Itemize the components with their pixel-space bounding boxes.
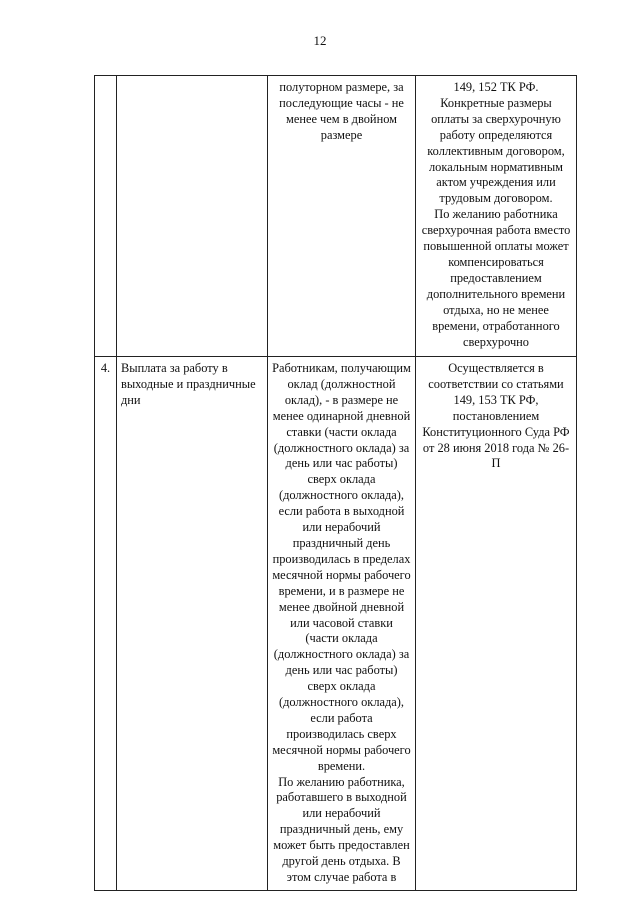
basis-paragraph: Конкретные размеры оплаты за сверхурочную работу определяются коллективным договором, локальным нормативным актом учреждения или трудовым договором. bbox=[427, 95, 565, 206]
payment-rule-cell bbox=[268, 357, 416, 891]
legal-basis-cell bbox=[416, 76, 577, 357]
rule-paragraph: Работникам, получающим оклад (должностной оклад), - в размере не менее одинарной дневной ставки (части оклада (должностного оклада) за день или час работы) сверх оклада (должностного оклада), если работа в выходной или нерабочий праздничный день производилась в пределах месячной нормы рабочего времени, и в размере не менее двойной дневной или часовой ставки (части оклада (должностного оклада) за день или час работы) сверх оклада (должностного оклада), если работа производилась сверх месячной нормы рабочего времени. bbox=[272, 361, 411, 773]
table-row bbox=[95, 357, 577, 891]
basis-paragraph: По желанию работника сверхурочная работа вместо повышенной оплаты может компенсироваться предоставлением дополнительного времени отдыха, но не менее времени, отработанного сверхурочно bbox=[421, 207, 571, 349]
basis-paragraph: 149, 152 ТК РФ. bbox=[453, 80, 539, 94]
payment-rule-cell bbox=[268, 76, 416, 357]
table-row bbox=[95, 76, 577, 357]
payment-name-cell: Выплата за работу в выходные и праздничные дни bbox=[117, 357, 268, 891]
payments-table bbox=[94, 75, 577, 891]
legal-basis-cell bbox=[416, 357, 577, 891]
row-number-cell bbox=[95, 76, 117, 357]
rule-paragraph: полуторном размере, за последующие часы - не менее чем в двойном размере bbox=[279, 80, 404, 142]
row-number-cell: 4. bbox=[95, 357, 117, 891]
basis-paragraph: Осуществляется в соответствии со статьями 149, 153 ТК РФ, постановлением Конституционного Суда РФ от 28 июня 2018 года № 26-П bbox=[422, 361, 570, 471]
page-number: 12 bbox=[313, 33, 327, 48]
payment-name-cell bbox=[117, 76, 268, 357]
rule-paragraph: По желанию работника, работавшего в выходной или нерабочий праздничный день, ему может быть предоставлен другой день отдыха. В этом случае работа в bbox=[273, 774, 410, 884]
